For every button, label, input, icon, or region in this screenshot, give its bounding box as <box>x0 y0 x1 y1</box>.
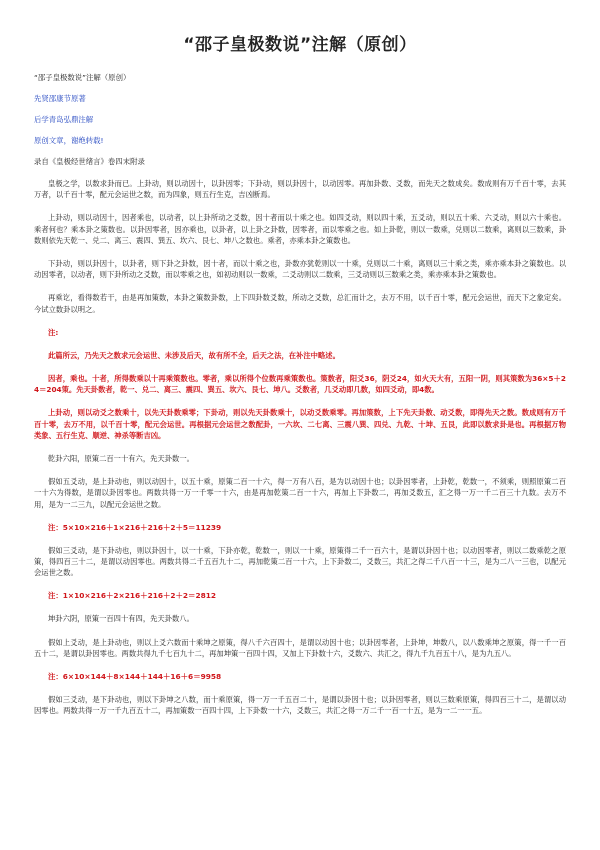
intro-paragraph-2: 上卦动，则以动因十，因者乘也，以动者，以上卦所动之爻数，因十者而以十乘之也。如四爻动，则以四十乘，五爻动，则以五十乘、六爻动，则以六十乘也。乘者何也？乘本卦之策数也。以卦因零者，因亦乘也，以卦者，以上卦之卦数，因零者，而以零乘之也。如上卦乾，则以一数乘，兑则以二数乘，离则以三数乘，卦数则依先天乾一、兑二、离三、震四、巽五、坎六、艮七、坤八之数也。乘者，亦乘本卦之策数也。 <box>34 213 566 245</box>
annotation-note-1: 此篇所云，乃先天之数求元会运世、未涉及后天，故有所不全，后天之法，在补注中略述。 <box>48 350 340 360</box>
subtitle: “邵子皇极数说”注解（原创） <box>34 73 131 82</box>
intro-paragraph-1: 皇极之学，以数求卦而已。上卦动，则以动因十，以卦因零；下卦动，则以卦因十，以动因零。再加卦数、爻数，而先天之数成矣。数成则有万千百十零，去其万者，以千百十零，配元会运世之数，而为四象，则五行生克，吉凶断焉。 <box>34 179 566 200</box>
annotation-note-2: 因者，乘也。十者，所得数乘以十再乘策数也。零者，乘以所得个位数再乘策数也。策数者，阳爻36，阴爻24，如火天大有，五阳一阴，则其策数为36×5＋24＝204策。先天卦数者，乾一、兑二、离三、震四、巽五、坎六、艮七、坤八。爻数者，几爻动即几数，如四爻动，即4数。 <box>34 374 566 395</box>
page-title: “邵子皇极数说”注解（原创） <box>183 35 417 55</box>
author-line: 先贤邵康节原著 <box>34 94 86 103</box>
formula-qian-3: 注：1×10×216＋2×216＋216＋2＋2＝2812 <box>48 591 217 601</box>
section-heading-qian: 乾卦六阳，原策二百一十有六，先天卦数一。 <box>48 454 194 464</box>
intro-paragraph-4: 再乘讫，看得数若干，由是再加策数，本卦之策数卦数，上下四卦数爻数，所动之爻数，总汇而计之，去万不用，以千百十零，配元会运世，而天下之象定矣。今试立数卦以明之。 <box>34 293 566 314</box>
section-body-qian-3: 假如三爻动，是下卦动也，则以卦因十，以一十乘，下卦亦乾，乾数一，则以一十乘，原策得二千一百六十，是谓以卦因十也；以动因零者，则以二数乘乾之原策，得四百三十二，是谓以动因零也。两数共得二千五百九十二，再加乾策二百一十六，上下卦数二，爻数三，共汇之得二千八百一十三，是为二八一三也，以配元会运世之数。 <box>34 545 566 578</box>
formula-qian-5: 注：5×10×216＋1×216＋216＋2＋5＝11239 <box>48 522 222 532</box>
formula-kun-6: 注：6×10×144＋8×144＋144＋16＋6＝9958 <box>48 672 222 682</box>
section-body-kun-3: 假如三爻动，是下卦动也，则以下卦坤之八数，而十乘原策，得一万一千五百二十，是谓以卦因十也；以卦因零者，则以三数乘原策，得四百三十二，是谓以动因零也。两数共得一万一千九百五十二，再加策数一百四十四，上下卦数一十六，爻数三，共汇之得一万二千一百一十五，是为一二一一五。 <box>34 695 566 716</box>
annotator-line: 后学青岛弘鼎注解 <box>34 115 94 124</box>
source-line: 录自《皇极经世绪言》卷四末附录 <box>34 157 145 166</box>
copyright-notice: 原创文章，谢绝转载! <box>34 136 104 145</box>
section-body-kun-6: 假如上爻动，是上卦动也，则以上爻六数而十乘坤之原策，得八千六百四十，是谓以动因十也；以卦因零者，上卦坤，坤数八，以八数乘坤之原策，得一千一百五十二，是谓以卦因零也。两数共得九千七百九十二，再加坤策一百四十四，又加上下卦数十六，爻数六、共汇之，得九千九百五十八，是为九五八。 <box>34 637 566 658</box>
intro-paragraph-3: 下卦动，则以卦因十，以卦者，则下卦之卦数，因十者，而以十乘之也，卦数亦犹乾则以一十乘，兑则以二十乘，离则以三十乘之类，乘亦乘本卦之策数也。以动因零者，以动者，则下卦所动之爻数，而以零乘之也，如初动则以一数乘，二爻动则以二数乘，三爻动则以三数乘之类，乘亦乘本卦之策数也。 <box>34 259 566 280</box>
section-heading-kun: 坤卦六阴，原策一百四十有四，先天卦数八。 <box>48 614 194 624</box>
note-label: 注: <box>48 327 59 337</box>
annotation-note-3: 上卦动，则以动爻之数乘十，以先天卦数乘零；下卦动，则以先天卦数乘十，以动爻数乘零。再加策数，上下先天卦数、动爻数，即得先天之数。数成则有万千百十零，去万不用，以千百十零，配元会运世。再根据元会运世之数配卦，一六坎、二七离、三震八巽、四兑、九乾、十坤、五艮，此即以数求卦是也。再根据万物类象、五行生克、顺逆、神杀等断吉凶。 <box>34 408 566 440</box>
section-body-qian-5: 假如五爻动，是上卦动也，则以动因十，以五十乘，原策二百一十六，得一万有八百，是为以动因十也；以卦因零者，上卦乾，乾数一，不须乘，则照原策二百一十六为得数，是谓以卦因零也。两数共得一万一千零一十六，由是再加乾策二百一十六，再加上下卦数二，再加爻数五，汇之得一万一千二百三十九数。去万不用，是为一二三九，以配元会运世之数。 <box>34 477 566 509</box>
